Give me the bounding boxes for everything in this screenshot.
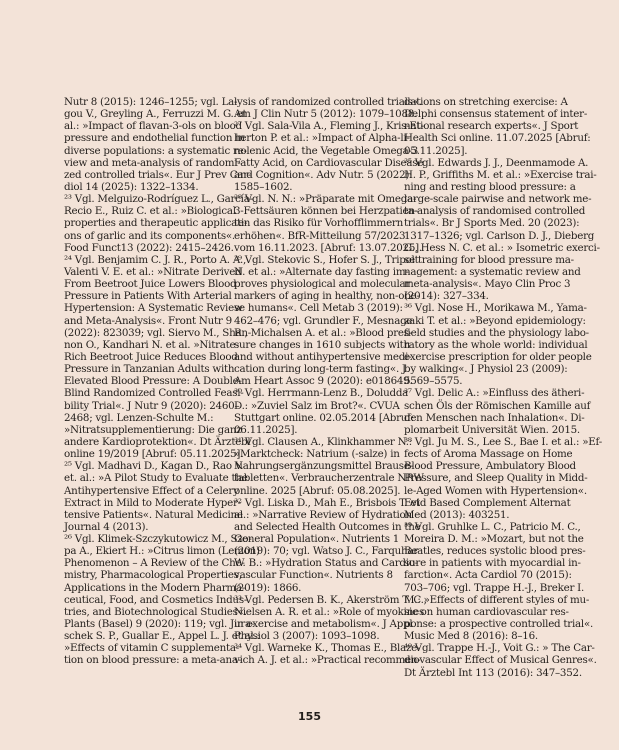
footnote-line: 2468; vgl. Lenzen-Schulte M.: [64, 411, 214, 424]
footnote-line: and Cognition«. Adv Nutr. 5 (2022): [234, 168, 413, 181]
footnote-line: andere Kardioprotektion«. Dt Ärztebl [64, 435, 251, 448]
footnote-line: schen Öls der Römischen Kamille auf [404, 399, 591, 412]
footnote-line: D.: »Zuviel Salz im Brot?«. CVUA [234, 399, 400, 412]
footnote-line: ³¹ Vgl. Clausen A., Klinkhammer N.: [234, 435, 412, 448]
footnote-line: and Meta-Analysis«. Front Nutr 9 [64, 314, 232, 327]
footnote-line: al.: »Impact of flavan-3-ols on blood [64, 120, 242, 133]
footnote-line: (2014): 327–334. [404, 290, 489, 303]
footnote-line: ta-analysis of randomised controlled [404, 205, 586, 218]
footnote-line: Am J Clin Nutr 5 (2012): 1079–1088. [234, 108, 418, 121]
footnote-line: ²⁸ Vgl. N. N.: »Präparate mit Omega- [234, 193, 417, 206]
footnote-line: zed controlled trials«. Eur J Prev Car- [64, 168, 252, 181]
footnote-line: erhöhen«. BfR-Mitteilung 57/2023 [234, 229, 406, 242]
footnote-line: ³⁰ Vgl. Herrmann-Lenz B., Doludda [234, 387, 409, 400]
page-number: 155 [298, 710, 321, 723]
footnote-line: »Nitratsupplementierung: Die ganz [64, 423, 242, 436]
footnote-line: den Menschen nach Inhalation«. Di- [404, 411, 585, 424]
footnote-line: G., Hess N. C. et al.: » Isometric exerci- [404, 241, 600, 254]
footnote-line: (2019): 70; vgl. Watso J. C., Farquhar [234, 545, 418, 558]
footnote-line: mistry, Pharmacological Properties, [64, 569, 242, 582]
footnote-line: Applications in the Modern Pharma- [64, 581, 246, 594]
footnote-line: properties and therapeutic applicati- [64, 217, 248, 230]
footnote-line: lysis of randomized controlled trials«. [234, 96, 422, 108]
footnote-line: (2019): 1866. [234, 581, 302, 594]
footnote-line: trials«. Br J Sports Med. 20 (2023): [404, 217, 580, 230]
footnote-line: and Selected Health Outcomes in the [234, 520, 421, 533]
footnote-line: vich A. J. et al.: »Practical recommen- [234, 654, 421, 667]
footnote-line: Dt Ärztebl Int 113 (2016): 347–352. [404, 666, 582, 679]
footnote-line: 1317–1326; vgl. Carlson D. J., Dieberg [404, 229, 595, 242]
footnote-line: nolenic Acid, the Vegetable Omega-3 [234, 144, 419, 157]
footnote-line: ⁴⁰ Vgl. Trappe H.-J., Voit G.: » The Car- [404, 642, 595, 655]
footnote-line: Am Heart Assoc 9 (2020): e018649. [234, 375, 413, 388]
footnote-line: ²³ Vgl. Melguizo-Rodríguez L., García- [64, 193, 253, 206]
footnote-line: ³⁶ Vgl. Nose H., Morikawa M., Yama- [404, 302, 587, 315]
footnote-line: Moreira D. M.: »Mozart, but not the [404, 533, 584, 546]
footnote-line: H. P., Griffiths M. et al.: »Exercise trai- [404, 168, 597, 181]
footnote-line: meta-analysis«. Mayo Clin Proc 3 [404, 278, 571, 291]
footnote-line: and without antihypertensive medi- [234, 350, 412, 363]
footnote-line: ³² Vgl. Liska D., Mah E., Brisbois T. et [234, 496, 420, 509]
footnote-line: »Marktcheck: Natrium (-salze) in [234, 448, 400, 461]
footnote-column-right [404, 96, 602, 679]
footnote-line: Food Funct13 (2022): 2415–2426. [64, 241, 234, 254]
footnote-line: pa A., Ekiert H.: »Citrus limon (Lemon) [64, 545, 260, 558]
footnote-line: ons of garlic and its components«. [64, 229, 235, 242]
footnote-line: ²⁴ Vgl. Benjamim C. J. R., Porto A. A., [64, 253, 247, 266]
footnote-line: »Effects of vitamin C supplementa- [64, 642, 240, 655]
footnote-line: Extract in Mild to Moderate Hyper- [64, 496, 241, 509]
footnote-line: se humans«. Cell Metab 3 (2019): [234, 302, 403, 315]
footnote-line: Rich Beetroot Juice Reduces Blood [64, 350, 238, 363]
footnote-line: ²⁶ Vgl. Klimek-Szczykutowicz M., Szo- [64, 533, 252, 546]
footnote-line: by walking«. J Physiol 23 (2009): [404, 363, 568, 376]
footnote-line: R., Michalsen A. et al.: »Blood pres- [234, 326, 412, 339]
footnote-line: ratory as the whole world: individual [404, 338, 588, 351]
footnote-line: sure changes in 1610 subjects with [234, 338, 410, 351]
footnote-line: le-Aged Women with Hypertension«. [404, 484, 587, 497]
footnote-line: Evid Based Complement Alternat [404, 496, 571, 509]
footnote-line: dations on stretching exercise: A [404, 96, 568, 108]
footnote-line: 5569–5575. [404, 375, 463, 388]
footnote-line: ²⁵ Vgl. Madhavi D., Kagan D., Rao V. [64, 460, 244, 473]
footnote-line: M.: »Effects of different styles of mu- [404, 593, 590, 606]
footnote-line: vom 16.11.2023. [Abruf: 13.07.2025]. [234, 241, 422, 254]
footnote-line: Stuttgart online. 02.05.2014 [Abruf: [234, 411, 414, 424]
footnote-line: (2022): 823039; vgl. Siervo M., Shan- [64, 326, 251, 339]
footnote-line: W. B.: »Hydration Status and Cardio- [234, 557, 418, 570]
footnote-line: se training for blood pressure ma- [404, 253, 574, 266]
footnote-line: in exercise and metabolism«. J Appl [234, 618, 413, 631]
footnote-line: Pressure in Tanzanian Adults with [64, 363, 235, 376]
footnote-line: tries, and Biotechnological Studies«. [64, 605, 247, 618]
footnote-line: ceutical, Food, and Cosmetics Indus- [64, 593, 248, 606]
footnote-line: ³⁴ Vgl. Warneke K., Thomas E., Blaze- [234, 642, 421, 655]
footnote-line: national research experts«. J Sport [404, 120, 579, 133]
footnote-line: sure in patients with myocardial in- [404, 557, 581, 570]
footnote-line: ³⁸ Vgl. Ju M. S., Lee S., Bae I. et al.: »Ef- [404, 435, 602, 448]
footnote-line: tensive Patients«. Natural Medicine [64, 508, 243, 521]
footnote-line: cation during long-term fasting«. J [234, 363, 406, 376]
footnote-line: Fatty Acid, on Cardiovascular Disease [234, 156, 424, 169]
footnote-line: schek S. P., Guallar E., Appel L. J. et al.: [64, 630, 260, 643]
footnote-line: bility Trial«. J Nutr 9 (2020): 2460– [64, 399, 240, 412]
footnote-line: Music Med 8 (2016): 8–16. [404, 630, 538, 643]
footnote-line: online 19/2019 [Abruf: 05.11.2025]. [64, 448, 244, 461]
footnote-line: ning and resting blood pressure: a [404, 180, 576, 193]
footnote-column-middle [234, 96, 427, 667]
footnote-line: view and meta-analysis of randomi- [64, 156, 241, 169]
footnote-line: fects of Aroma Massage on Home [404, 448, 573, 461]
footnote-line: ²⁹ Vgl. Stekovic S., Hofer S. J., Tripolt [234, 253, 419, 266]
footnote-line: field studies and the physiology labo- [404, 326, 589, 339]
footnote-line: large-scale pairwise and network me- [404, 193, 592, 206]
footnote-line: plomarbeit Universität Wien. 2015. [404, 423, 580, 436]
footnote-line: Blood Pressure, Ambulatory Blood [404, 460, 576, 473]
footnote-line: online. 2025 [Abruf: 05.08.2025]. [234, 484, 401, 497]
footnote-line: zaki T. et al.: »Beyond epidemiology: [404, 314, 586, 327]
footnote-line: Delphi consensus statement of inter- [404, 108, 588, 121]
footnote-line: 3-Fettsäuren können bei Herzpatien- [234, 205, 418, 218]
footnote-line: Physiol 3 (2007): 1093–1098. [234, 630, 380, 643]
footnote-line: Med (2013): 403251. [404, 508, 510, 521]
footnote-line: Pressure in Patients With Arterial [64, 290, 232, 303]
footnote-line: Blind Randomized Controlled Feasi- [64, 387, 244, 400]
footnote-line: tion on blood pressure: a meta-ana- [64, 654, 242, 667]
footnote-line: ³³ Vgl. Pedersen B. K., Akerström T. C., [234, 593, 427, 606]
footnote-line: nagement: a systematic review and [404, 265, 581, 278]
footnote-line: Nahrungsergänzungsmittel Brause- [234, 460, 413, 473]
footnote-line: diverse populations: a systematic re- [64, 144, 247, 157]
footnote-line: non O., Kandhari N. et al. »Nitrate- [64, 338, 239, 351]
footnote-line: Hypertension: A Systematic Review [64, 302, 243, 315]
footnote-line: ponse: a prospective controlled trial«. [404, 618, 594, 631]
footnote-line: Phenomenon – A Review of the Che- [64, 557, 245, 570]
footnote-line: Beatles, reduces systolic blood pres- [404, 545, 586, 558]
footnote-line: proves physiological and molecular [234, 278, 411, 291]
footnote-line: Nielsen A. R. et al.: »Role of myokines [234, 605, 424, 618]
footnote-line: vascular Function«. Nutrients 8 [234, 569, 393, 582]
footnote-line: ³⁷ Vgl. Delic A.: »Einfluss des ätheri- [404, 387, 585, 400]
footnote-line: Nutr 8 (2015): 1246–1255; vgl. La- [64, 96, 238, 108]
footnote-line: ²⁷ Vgl. Sala-Vila A., Fleming J., Kris-Et- [234, 120, 424, 133]
footnote-line: diol 14 (2025): 1322–1334. [64, 180, 199, 193]
footnote-line: Health Sci online. 11.07.2025 [Abruf: [404, 132, 591, 145]
footnote-line: pressure and endothelial function in [64, 132, 245, 145]
footnote-line: herton P. et al.: »Impact of Alpha-li- [234, 132, 410, 145]
footnote-line: From Beetroot Juice Lowers Blood [64, 278, 237, 291]
footnote-line: Valenti V. E. et al.: »Nitrate Derived [64, 265, 242, 278]
footnote-line: 703–706; vgl. Trappe H.-J., Breker I. [404, 581, 585, 594]
footnote-line: diovascular Effect of Musical Genres«. [404, 654, 597, 667]
footnote-line: 05.11.2025]. [404, 144, 468, 157]
footnote-line: Elevated Blood Pressure: A Double- [64, 375, 242, 388]
footnote-line: N. et al.: »Alternate day fasting im- [234, 265, 409, 278]
footnote-line: Antihypertensive Effect of a Celery [64, 484, 239, 497]
footnote-line: 06.11.2025]. [234, 423, 298, 436]
footnote-line: 1585–1602. [234, 180, 293, 193]
footnote-line: Recio E., Ruiz C. et al.: »Biological [64, 205, 236, 218]
footnote-line: General Population«. Nutrients 1 [234, 533, 400, 546]
footnote-line: ³⁵ Vgl. Edwards J. J., Deenmamode A. [404, 156, 589, 169]
footnote-line: al.: »Narrative Review of Hydration [234, 508, 412, 521]
footnote-line: ³⁹ Vgl. Gruhlke L. C., Patricio M. C., [404, 520, 581, 533]
footnote-line: ten das Risiko für Vorhofflimmern [234, 217, 403, 230]
footnote-line: et. al.: »A Pilot Study to Evaluate the [64, 472, 248, 485]
footnote-line: Plants (Basel) 9 (2020): 119; vgl. Jura- [64, 618, 255, 631]
footnote-line: markers of aging in healthy, non-obe- [234, 290, 420, 303]
footnote-line: sic on human cardiovascular res- [404, 605, 569, 618]
footnote-column-left [64, 96, 260, 667]
footnote-line: farction«. Acta Cardiol 70 (2015): [404, 569, 572, 582]
footnote-line: exercise prescription for older people [404, 350, 592, 363]
footnote-line: Journal 4 (2013). [64, 520, 149, 533]
footnote-line: Pressure, and Sleep Quality in Midd- [404, 472, 588, 485]
footnote-line: 462–476; vgl. Grundler F., Mesnage [234, 314, 413, 327]
footnote-line: gou V., Greyling A., Ferruzzi M. G. et [64, 108, 247, 121]
footnote-line: tabletten«. Verbraucherzentrale NRW [234, 472, 424, 485]
